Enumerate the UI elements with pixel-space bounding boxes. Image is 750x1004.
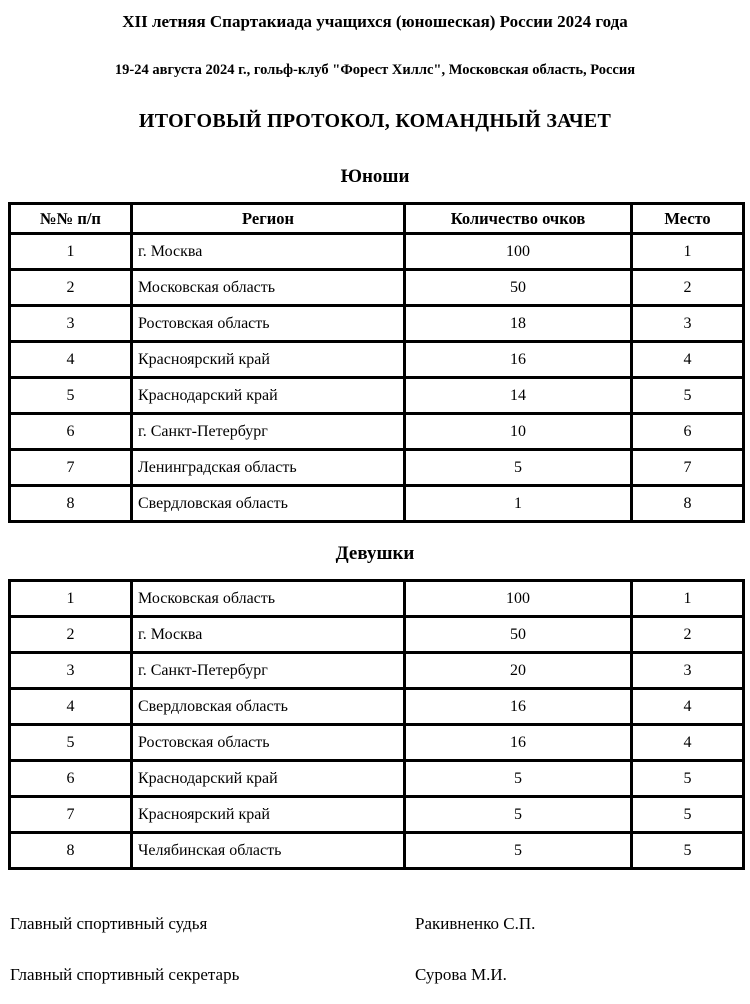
table-header-row xyxy=(10,204,744,234)
cell-place: 5 xyxy=(632,378,744,414)
cell-points: 50 xyxy=(405,617,632,653)
cell-region: Свердловская область xyxy=(132,486,405,522)
cell-place: 3 xyxy=(632,653,744,689)
table-row xyxy=(10,450,744,486)
boys-results-table xyxy=(8,202,745,523)
cell-number: 2 xyxy=(10,270,132,306)
cell-number: 7 xyxy=(10,450,132,486)
cell-region: Московская область xyxy=(132,581,405,617)
cell-region: г. Санкт-Петербург xyxy=(132,653,405,689)
cell-points: 10 xyxy=(405,414,632,450)
table-row xyxy=(10,761,744,797)
cell-place: 1 xyxy=(632,581,744,617)
table-row xyxy=(10,617,744,653)
cell-points: 5 xyxy=(405,761,632,797)
table-row xyxy=(10,689,744,725)
cell-place: 5 xyxy=(632,797,744,833)
cell-region: Краснодарский край xyxy=(132,378,405,414)
document-heading: ИТОГОВЫЙ ПРОТОКОЛ, КОМАНДНЫЙ ЗАЧЕТ xyxy=(138,110,612,132)
cell-points: 5 xyxy=(405,450,632,486)
signature-name: Ракивненко С.П. xyxy=(415,914,536,933)
cell-number: 8 xyxy=(10,486,132,522)
cell-number: 4 xyxy=(10,342,132,378)
section-title-boys: Юноши xyxy=(340,166,410,187)
cell-place: 3 xyxy=(632,306,744,342)
cell-region: г. Москва xyxy=(132,234,405,270)
cell-region: Челябинская область xyxy=(132,833,405,869)
table-row xyxy=(10,234,744,270)
table-row xyxy=(10,486,744,522)
cell-region: Московская область xyxy=(132,270,405,306)
table-row xyxy=(10,725,744,761)
cell-number: 3 xyxy=(10,653,132,689)
cell-region: Краснодарский край xyxy=(132,761,405,797)
cell-region: Ростовская область xyxy=(132,725,405,761)
cell-number: 1 xyxy=(10,581,132,617)
cell-place: 6 xyxy=(632,414,744,450)
cell-region: Свердловская область xyxy=(132,689,405,725)
cell-number: 8 xyxy=(10,833,132,869)
cell-points: 14 xyxy=(405,378,632,414)
table-row xyxy=(10,306,744,342)
signature-row-judge xyxy=(10,914,742,934)
table-row xyxy=(10,833,744,869)
cell-points: 100 xyxy=(405,581,632,617)
table-row xyxy=(10,342,744,378)
cell-points: 5 xyxy=(405,833,632,869)
cell-points: 16 xyxy=(405,342,632,378)
cell-place: 4 xyxy=(632,342,744,378)
cell-points: 5 xyxy=(405,797,632,833)
cell-points: 16 xyxy=(405,725,632,761)
cell-region: Ростовская область xyxy=(132,306,405,342)
table-row xyxy=(10,797,744,833)
table-row xyxy=(10,378,744,414)
signature-row-secretary xyxy=(10,965,742,985)
signature-block xyxy=(8,914,742,985)
cell-place: 5 xyxy=(632,761,744,797)
table-row xyxy=(10,270,744,306)
cell-place: 4 xyxy=(632,689,744,725)
cell-place: 2 xyxy=(632,617,744,653)
section-title-girls: Девушки xyxy=(335,543,415,564)
signature-name: Сурова М.И. xyxy=(415,965,507,984)
cell-region: г. Санкт-Петербург xyxy=(132,414,405,450)
cell-points: 16 xyxy=(405,689,632,725)
signature-role: Главный спортивный секретарь xyxy=(10,965,240,984)
cell-number: 4 xyxy=(10,689,132,725)
cell-number: 5 xyxy=(10,378,132,414)
column-header-region: Регион xyxy=(132,204,405,234)
cell-number: 2 xyxy=(10,617,132,653)
signature-role: Главный спортивный судья xyxy=(10,914,208,933)
cell-number: 7 xyxy=(10,797,132,833)
girls-results-table xyxy=(8,579,745,870)
cell-points: 100 xyxy=(405,234,632,270)
cell-number: 1 xyxy=(10,234,132,270)
cell-place: 1 xyxy=(632,234,744,270)
cell-points: 1 xyxy=(405,486,632,522)
column-header-number: №№ п/п xyxy=(10,204,132,234)
cell-points: 50 xyxy=(405,270,632,306)
cell-region: Красноярский край xyxy=(132,797,405,833)
cell-region: Красноярский край xyxy=(132,342,405,378)
column-header-points: Количество очков xyxy=(405,204,632,234)
cell-place: 2 xyxy=(632,270,744,306)
cell-number: 3 xyxy=(10,306,132,342)
cell-number: 6 xyxy=(10,414,132,450)
column-header-place: Место xyxy=(632,204,744,234)
cell-points: 18 xyxy=(405,306,632,342)
document-subtitle: 19-24 августа 2024 г., гольф-клуб "Форест Хиллс", Московская область, Россия xyxy=(114,62,636,78)
cell-place: 4 xyxy=(632,725,744,761)
cell-region: Ленинградская область xyxy=(132,450,405,486)
table-row xyxy=(10,653,744,689)
cell-number: 6 xyxy=(10,761,132,797)
cell-region: г. Москва xyxy=(132,617,405,653)
table-row xyxy=(10,581,744,617)
table-row xyxy=(10,414,744,450)
cell-place: 8 xyxy=(632,486,744,522)
document-title: XII летняя Спартакиада учащихся (юношеская) России 2024 года xyxy=(122,12,628,31)
cell-place: 7 xyxy=(632,450,744,486)
cell-number: 5 xyxy=(10,725,132,761)
cell-place: 5 xyxy=(632,833,744,869)
cell-points: 20 xyxy=(405,653,632,689)
